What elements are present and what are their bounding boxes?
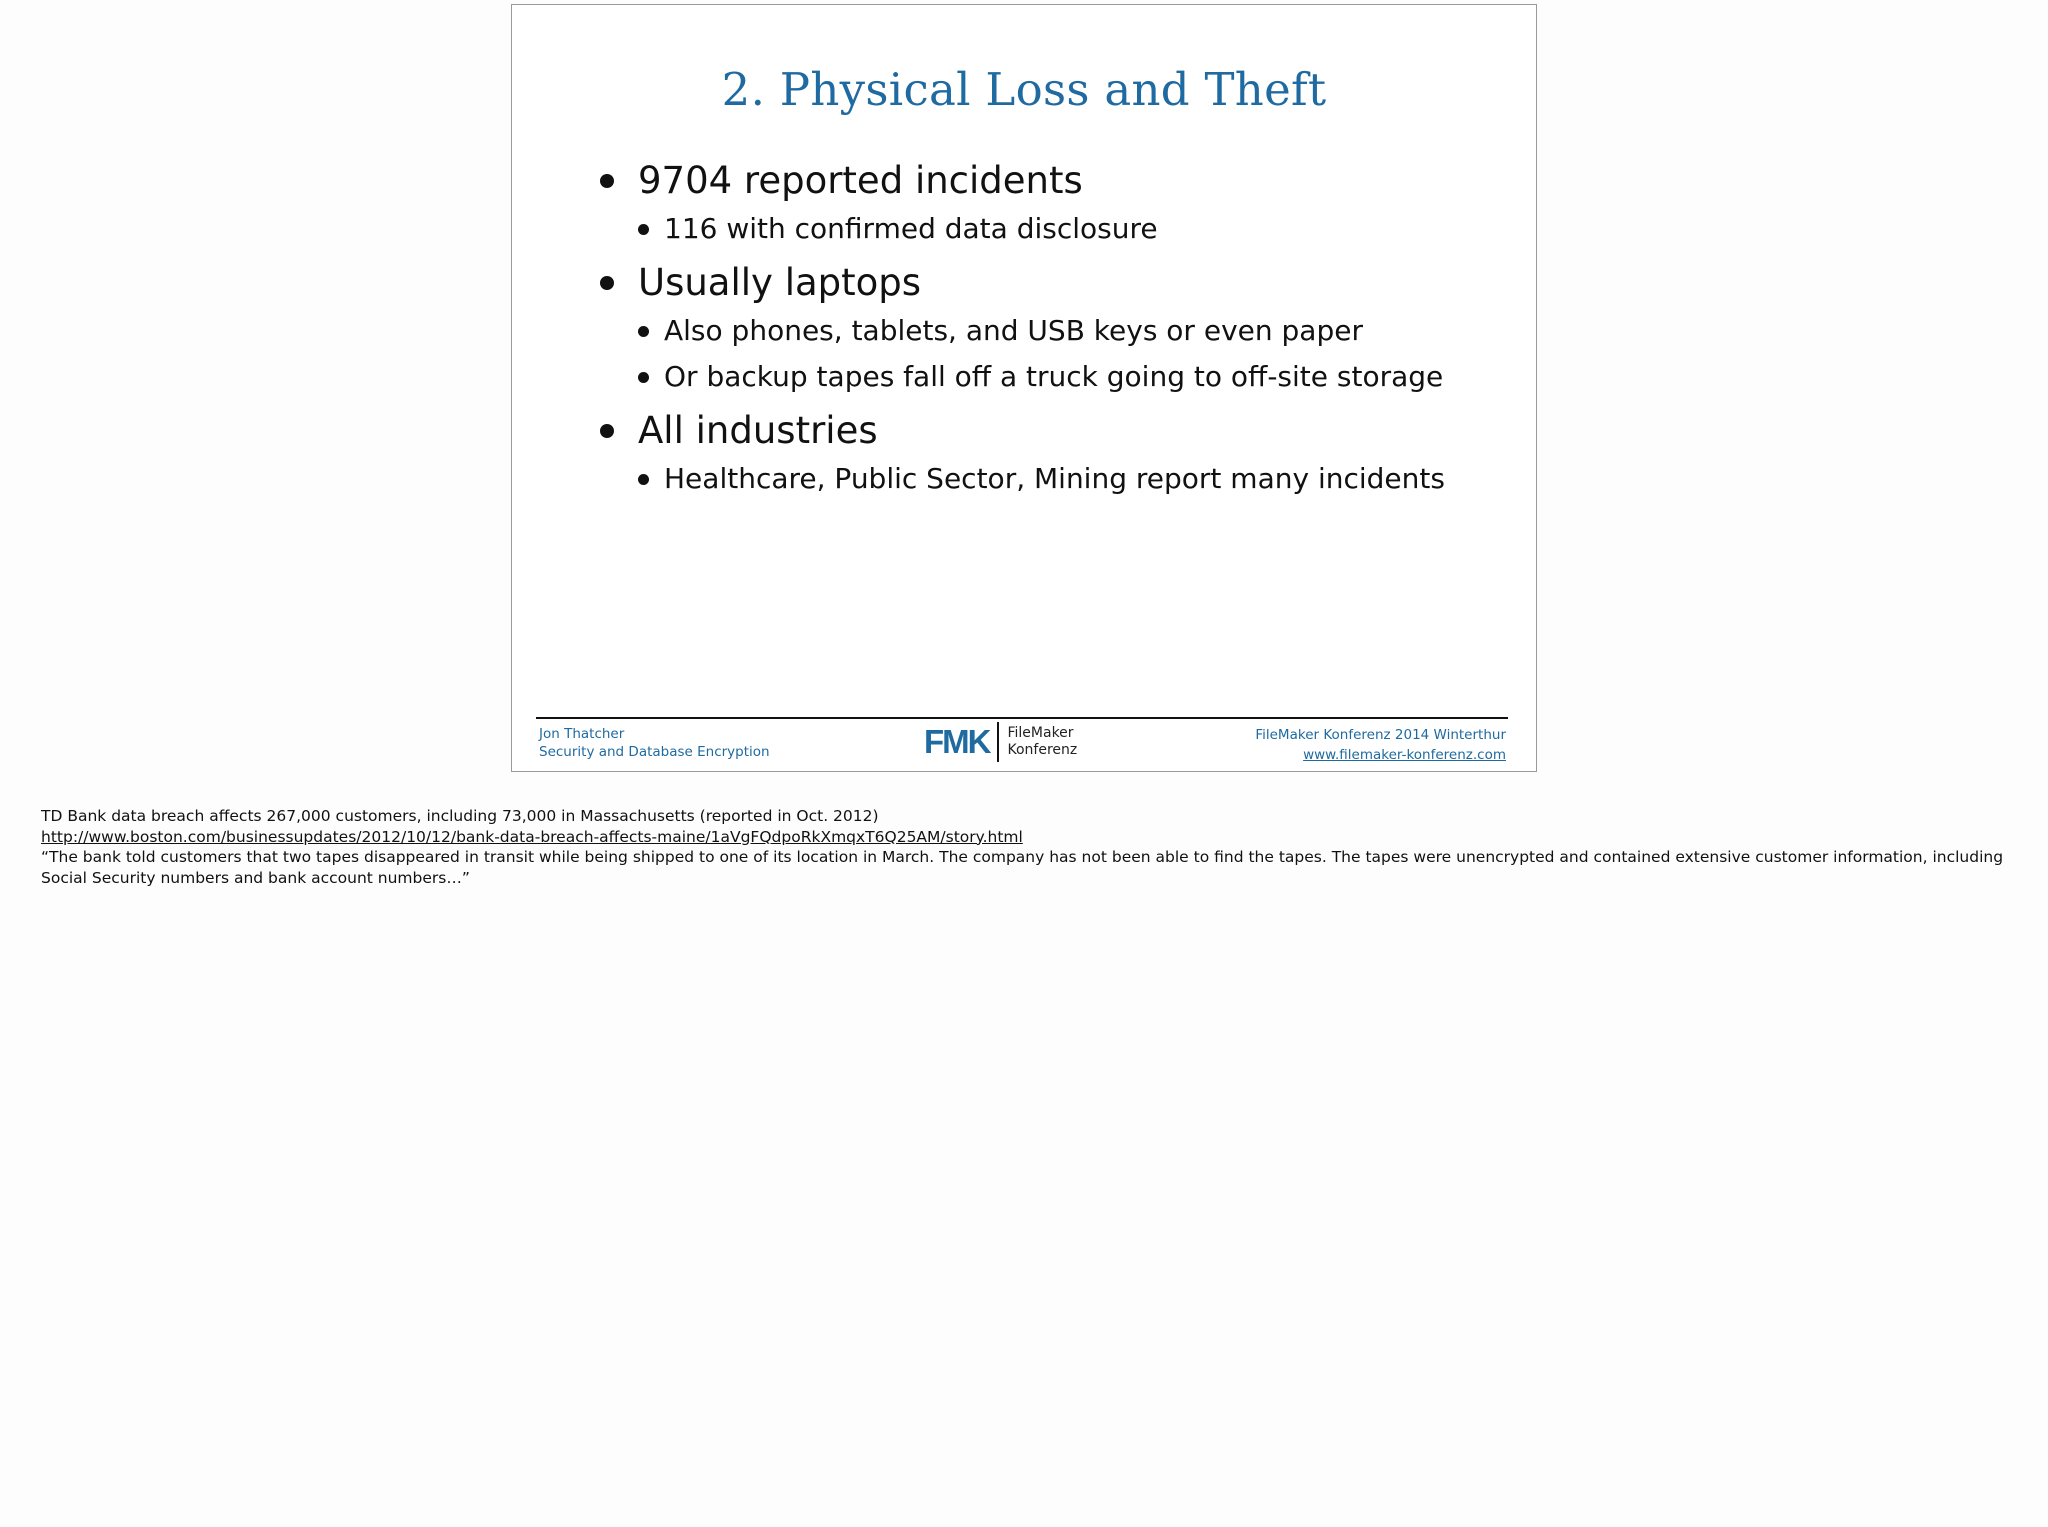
speaker-notes	[41, 806, 2021, 888]
slide-title: 2. Physical Loss and Theft	[721, 63, 1327, 116]
footer-talk-title: Security and Database Encryption	[539, 744, 770, 760]
footer-author-block	[539, 725, 770, 761]
logo-divider	[997, 722, 999, 762]
bullet-item: Usually laptops	[598, 261, 1498, 305]
bullet-list	[598, 159, 1498, 499]
sub-bullet-item: Healthcare, Public Sector, Mining report many incidents	[638, 459, 1498, 499]
sub-bullet-item: Or backup tapes fall off a truck going to off-site storage	[638, 357, 1498, 397]
footer-divider	[536, 717, 1508, 719]
notes-headline: TD Bank data breach affects 267,000 customers, including 73,000 in Massachusetts (reported in Oct. 2012)	[41, 807, 879, 825]
sub-bullet-item: 116 with confirmed data disclosure	[638, 209, 1498, 249]
footer-website-link[interactable]: www.filemaker-konferenz.com	[1303, 747, 1506, 763]
notes-quote: “The bank told customers that two tapes disappeared in transit while being shipped to one of its location in March. The company has not been able to find the tapes. The tapes were unencrypted and contained extensive customer information, including Social Security numbers and bank account numbers…”	[41, 848, 2004, 887]
logo-text	[1007, 725, 1077, 759]
bullet-item: All industries	[598, 409, 1498, 453]
fmk-logo	[924, 721, 1077, 763]
slide	[511, 4, 1537, 772]
bullet-item: 9704 reported incidents	[598, 159, 1498, 203]
logo-text-line1: FileMaker	[1007, 725, 1074, 741]
notes-source-link[interactable]: http://www.boston.com/businessupdates/2012/10/12/bank-data-breach-affects-maine/1aVgFQdpoRkXmqxT6Q25AM/story.html	[41, 827, 1023, 846]
sub-bullet-item: Also phones, tablets, and USB keys or even paper	[638, 311, 1498, 351]
logo-text-line2: Konferenz	[1007, 742, 1078, 758]
logo-mark: FMK	[924, 723, 990, 760]
footer-author: Jon Thatcher	[539, 726, 625, 742]
footer-event-block	[1255, 725, 1506, 765]
footer-event: FileMaker Konferenz 2014 Winterthur	[1255, 727, 1506, 743]
